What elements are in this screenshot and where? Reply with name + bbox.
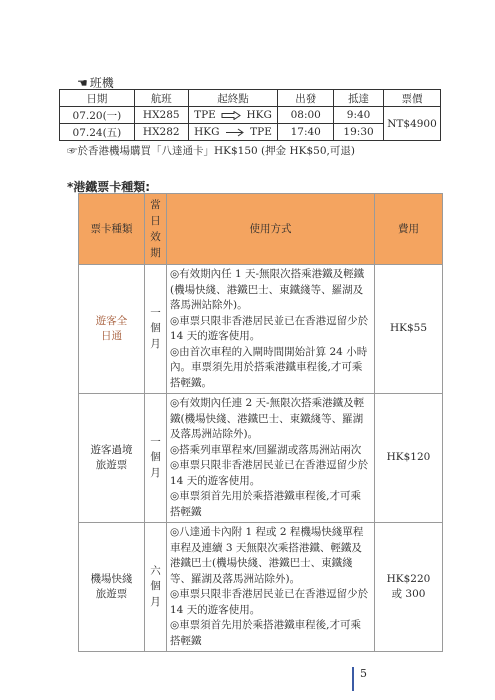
- ticket-types-table: [78, 193, 443, 652]
- flight-route: [188, 107, 278, 124]
- route-origin: TPE: [194, 109, 216, 121]
- ticket-duration: 六個月: [145, 523, 167, 652]
- header-ticket-type: 票卡種類: [79, 194, 145, 265]
- page-number: 5: [352, 667, 367, 691]
- arrow-right-icon: [221, 111, 241, 120]
- ticket-section-heading: *港鐵票卡種類:: [67, 180, 151, 194]
- header-fare: 票價: [384, 90, 441, 107]
- usage-item: ◎有效期內任 1 天-無限次搭乘港鐵及輕鐵(機場快綫、港鐵巴士、東鐵綫等、羅湖及落馬洲站除外)。: [170, 268, 365, 311]
- flight-date: 07.20(一): [60, 107, 135, 124]
- ticket-type: 遊客全日通: [79, 265, 145, 394]
- usage-item: ◎由首次車程的入閘時間開始計算 24 小時內。車票須先用於搭乘港鐵車程後,才可乘搭輕鐵。: [170, 345, 368, 389]
- ticket-fee: HK$120: [375, 394, 443, 523]
- flight-arrive: 9:40: [334, 107, 384, 124]
- flight-route: [188, 124, 278, 141]
- ticket-usage: [167, 394, 375, 523]
- header-duration: 當日效期: [145, 194, 167, 265]
- ticket-header-row: [79, 194, 443, 265]
- ticket-usage: [167, 523, 375, 652]
- usage-item: ◎車票只限非香港居民並已在香港逗留少於 14 天的遊客使用。: [170, 459, 369, 487]
- flights-table: [59, 89, 441, 141]
- usage-item: ◎車票須首先用於乘搭港鐵車程後,才可乘搭輕鐵: [170, 490, 361, 518]
- header-arrive: 抵達: [334, 90, 384, 107]
- flight-row: [60, 107, 441, 124]
- usage-item: ◎八達通卡內附 1 程或 2 程機場快綫單程車程及連續 3 天無限次乘搭港鐵、輕鐵及港鐵巴士(機場快綫、港鐵巴士、東鐵綫等、羅湖及落馬洲站除外)。: [170, 526, 364, 585]
- flight-depart: 17:40: [278, 124, 334, 141]
- flight-number: HX282: [134, 124, 188, 141]
- flights-heading-text: 班機: [89, 76, 114, 90]
- ticket-type: 機場快綫旅遊票: [79, 523, 145, 652]
- usage-item: ◎搭乘列車單程來/回羅湖或落馬洲站兩次: [170, 443, 362, 456]
- flight-fare: NT$4900: [384, 107, 441, 141]
- header-route: 起終點: [188, 90, 278, 107]
- ticket-row: [79, 265, 443, 394]
- flights-header-row: [60, 90, 441, 107]
- ticket-row: [79, 523, 443, 652]
- flight-date: 07.24(五): [60, 124, 135, 141]
- header-usage: 使用方式: [167, 194, 375, 265]
- note-text: 於香港機場購買「八達通卡」HK$150 (押金 HK$50,可退): [77, 145, 355, 157]
- route-destination: TPE: [250, 126, 272, 138]
- ticket-fee: HK$220 或 300: [375, 523, 443, 652]
- ticket-duration: 一個月: [145, 265, 167, 394]
- usage-item: ◎車票只限非香港居民並已在香港逗留少於 14 天的遊客使用。: [170, 588, 369, 616]
- flight-number: HX285: [134, 107, 188, 124]
- header-date: 日期: [60, 90, 135, 107]
- octopus-card-note: [67, 143, 355, 158]
- flight-depart: 08:00: [278, 107, 334, 124]
- ticket-row: [79, 394, 443, 523]
- pointing-hand-icon: ☞: [67, 145, 78, 157]
- arrow-right-icon: [225, 128, 245, 137]
- ticket-type: 遊客過境旅遊票: [79, 394, 145, 523]
- usage-item: ◎車票須首先用於乘搭港鐵車程後,才可乘搭輕鐵: [170, 619, 361, 647]
- flight-row: [60, 124, 441, 141]
- header-depart: 出發: [278, 90, 334, 107]
- ticket-duration: 一個月: [145, 394, 167, 523]
- header-flight: 航班: [134, 90, 188, 107]
- ticket-usage: [167, 265, 375, 394]
- usage-item: ◎車票只限非香港居民並已在香港逗留少於 14 天的遊客使用。: [170, 314, 369, 342]
- usage-item: ◎有效期內任連 2 天-無限次搭乘港鐵及輕鐵(機場快綫、港鐵巴士、東鐵綫等、羅湖及落馬洲站除外)。: [170, 397, 365, 440]
- pointing-hand-icon: ☚: [77, 75, 88, 90]
- route-origin: HKG: [194, 126, 220, 138]
- route-destination: HKG: [246, 109, 272, 121]
- flight-arrive: 19:30: [334, 124, 384, 141]
- ticket-fee: HK$55: [375, 265, 443, 394]
- header-fee: 費用: [375, 194, 443, 265]
